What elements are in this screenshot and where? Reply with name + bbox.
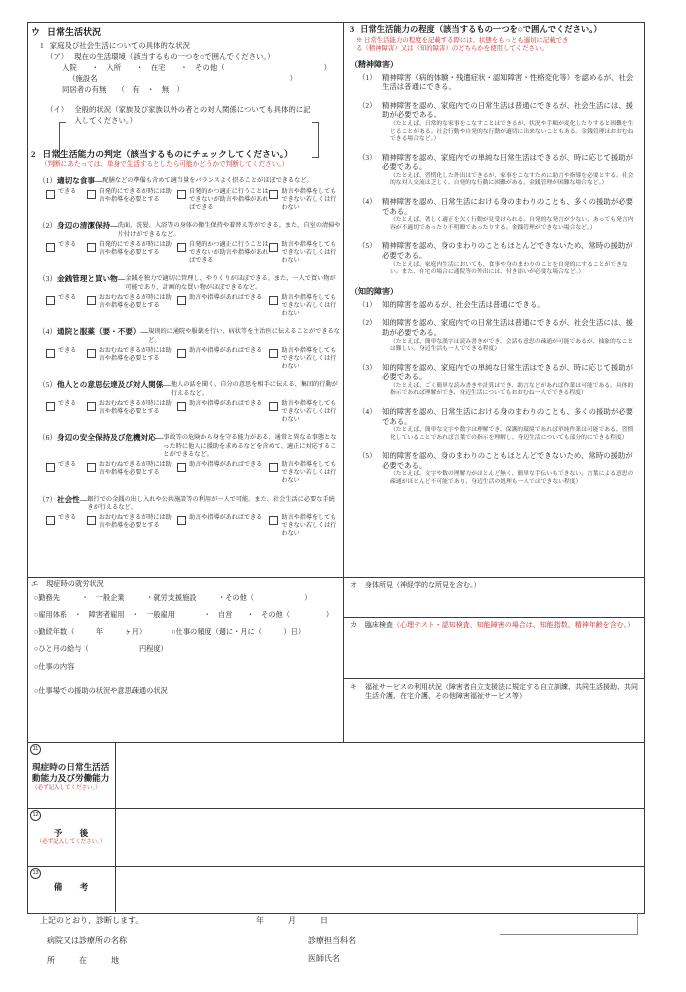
level-number: 3: [350, 25, 355, 34]
option-label: できる: [58, 400, 77, 407]
item-5-option-1[interactable]: [46, 401, 87, 425]
divider-clinical-welfare: [343, 678, 644, 679]
section-welfare-services[interactable]: [350, 683, 638, 702]
mental-3-text: 精神障害を認め、家庭内での単純な日常生活はできるが、時に応じて援助が必要である。: [382, 152, 633, 172]
option-label: できる: [58, 294, 77, 301]
intellect-level-5[interactable]: [350, 451, 638, 486]
checkbox[interactable]: [46, 402, 55, 411]
intellect-5-number: （5）: [358, 451, 377, 461]
checkbox[interactable]: [46, 516, 55, 525]
item-4-number: （4）: [38, 327, 57, 337]
item-6-option-3[interactable]: [177, 462, 269, 486]
section-daily-life-status: [31, 26, 339, 126]
checkbox[interactable]: [269, 190, 278, 199]
label-cell-13: [28, 866, 114, 912]
checkbox[interactable]: [269, 349, 278, 358]
item-7-option-2[interactable]: [87, 515, 177, 539]
item-2-desc: 洗面、洗髪、入浴等の身体の衛生保持や着替え等ができる。また、自室の清掃や片付けができるなど。: [117, 222, 341, 238]
checkbox[interactable]: [46, 190, 55, 199]
checkbox[interactable]: [87, 463, 96, 472]
option-label: できる: [58, 515, 77, 522]
label-prognosis: 予 後: [53, 828, 89, 838]
intellect-2-text: 知的障害を認め、家庭内での日常生活は普通にできるが、社会生活には、援助が必要である。: [382, 318, 633, 337]
option-label: できる: [58, 188, 77, 195]
employment-workplace-line[interactable]: ○勤務先 ・ 一般企業 ・就労支援施設 ・その他（ ）: [34, 593, 312, 602]
env-options-line[interactable]: [31, 62, 339, 73]
item-1-desc: 配膳などの準備も含めて適当量をバランスよく摂ることがほぼできるなど。: [102, 177, 313, 185]
item-3-option-4[interactable]: [269, 295, 341, 319]
item-6-option-2[interactable]: [87, 462, 177, 486]
intellect-3-example: （たとえば、ごく簡単な読み書きや計算はでき、助言などがあれば作業は可能である。具体的指示であれば理解ができ、身辺生活についてもおおむね一人でできる程度）: [390, 382, 634, 397]
env-text: 現在の生活環境（該当するもの一つを○で囲んでください。）: [74, 51, 275, 61]
item-1-option-2[interactable]: [87, 189, 177, 213]
clinical-kana: カ: [350, 621, 357, 629]
checkbox[interactable]: [46, 243, 55, 252]
divider-work-top: [27, 577, 644, 578]
item-4-option-1[interactable]: [46, 348, 87, 372]
item-6-desc: 事故等の危険から身を守る能力がある、通常と異なる事態となった時に他人に援助を求めるなどを含めて、適正に対応することができるなど。: [163, 434, 337, 458]
address-label[interactable]: 所 在 地: [47, 956, 119, 965]
clinical-note: （心理テスト・認知検査、知能障害の場合は、知能指数、精神年齢を含む。）: [393, 621, 635, 629]
mental-5-example: （たとえば、家庭内生活においても、食事や身のまわりのことを自発的にすることができない。また、在宅の場合に通院等の外出には、付き添いが必要な場合など。）: [390, 261, 628, 276]
department-label[interactable]: 診療担当科名: [308, 936, 356, 945]
intellect-4-text: 知的障害を認め、日常生活における身のまわりのことも、多くの援助が必要である。: [382, 406, 633, 426]
mental-2-text: 精神障害を認め、家庭内での日常生活は普通にできるが、社会生活には、援助が必要である。: [382, 100, 633, 120]
item-7-option-3[interactable]: [177, 515, 269, 539]
label-cell-11: [28, 742, 114, 808]
item-4-title: 通院と服薬（要・不要）―: [56, 327, 149, 337]
item-3-option-2[interactable]: [87, 295, 177, 319]
item-6-options: [31, 462, 341, 486]
section-u-kana: ウ: [31, 27, 41, 37]
mental-1-number: （1）: [358, 72, 377, 82]
option-label: できる: [58, 462, 77, 469]
section-clinical-tests[interactable]: [350, 621, 638, 630]
item-2-options: [31, 242, 341, 266]
checkbox[interactable]: [177, 243, 186, 252]
item-4-option-2[interactable]: [87, 348, 177, 372]
intellect-3-number: （3）: [358, 362, 377, 372]
item-2-option-2[interactable]: [87, 242, 177, 266]
judgment-item-3: [31, 274, 341, 318]
input-area-current-capability[interactable]: [116, 742, 643, 808]
checkbox[interactable]: [177, 296, 186, 305]
item-7-number: （7）: [38, 494, 57, 504]
facility-close-paren: ）: [289, 73, 297, 83]
option-label: 自発的にできるが時には助言や指導を必要とする: [98, 241, 172, 256]
item-5-options: [31, 401, 341, 425]
item-2-number: （2）: [38, 221, 57, 231]
env-options[interactable]: 入院 ・ 入所 ・ 在宅 ・ その他（: [62, 62, 225, 72]
hospital-name-label[interactable]: 病院又は診療所の名称: [47, 936, 127, 945]
checkbox[interactable]: [177, 402, 186, 411]
item-7-option-4[interactable]: [269, 515, 341, 539]
checkbox[interactable]: [87, 243, 96, 252]
item-4-options: [31, 348, 341, 372]
employment-support-line[interactable]: ○仕事場での援助の状況や意思疎通の状況: [34, 687, 168, 696]
item-3-desc: 金銭を独力で適切に管理し、やりくりがほぼできる。また、一人で買い物が可能であり、計画的な買い物がほぼできるなど。: [125, 275, 336, 291]
checkbox[interactable]: [46, 349, 55, 358]
checkbox[interactable]: [269, 243, 278, 252]
item-4-option-4[interactable]: [269, 348, 341, 372]
employment-title: 現症時の就労状況: [46, 580, 104, 588]
welfare-kana: キ: [350, 683, 357, 691]
sub1-number: 1: [40, 40, 44, 50]
intellect-2-example: （たとえば、簡単な漢字は読み書きができ、会話も意思の疎通が可能であるが、抽象的なことは難しい。身辺生活も一人でできる程度）: [390, 338, 634, 353]
checkbox[interactable]: [46, 296, 55, 305]
item-6-title: 身辺の安全保持及び危機対応―: [56, 433, 164, 443]
option-label: おおむねできるが時には助言や指導を必要とする: [98, 462, 172, 477]
item-4-desc: 規則的に通院や服薬を行い、病状等を主治医に伝えることができるなど。: [148, 328, 340, 344]
intellect-1-number: （1）: [358, 299, 377, 309]
item-1-options: [31, 189, 341, 213]
option-label: できる: [58, 241, 77, 248]
item-1-number: （1）: [38, 176, 57, 186]
item-3-option-1[interactable]: [46, 295, 87, 319]
intellect-level-1[interactable]: [350, 300, 638, 310]
option-label: 助言や指導があればできる: [189, 400, 263, 407]
checkbox[interactable]: [269, 516, 278, 525]
circled-number-13: 13: [30, 868, 41, 879]
item-5-option-2[interactable]: [87, 401, 177, 425]
item-3-option-3[interactable]: [177, 295, 269, 319]
item-2-option-3[interactable]: [177, 242, 269, 266]
option-label: おおむねできるが時には助言や指導を必要とする: [98, 294, 172, 309]
item-3-options: [31, 295, 341, 319]
judgment-item-5: [31, 380, 341, 424]
item-2-option-4[interactable]: [269, 242, 341, 266]
general-status-text: 全般的状況（家族及び家族以外の者との対人関係についても具体的に記入してください。）: [74, 105, 311, 126]
section-physical-findings[interactable]: [350, 581, 638, 590]
item-2-option-1[interactable]: [46, 242, 87, 266]
section-daily-ability-judgment: [31, 149, 341, 548]
label-current-capability: 現症時の日常生活活動能力及び労働能力: [32, 762, 110, 783]
option-label: 助言や指導をしてもできない若しくは行わない: [281, 400, 337, 423]
option-label: 自発的にできるが時には助言や指導を必要とする: [98, 188, 172, 203]
checkbox[interactable]: [87, 402, 96, 411]
option-label: 助言や指導があればできる: [189, 462, 263, 469]
item-1-option-1[interactable]: [46, 189, 87, 213]
facility-label: （施設名: [68, 73, 98, 83]
item-5-number: （5）: [38, 380, 57, 390]
option-label: おおむねできるが時には助言や指導を必要とする: [98, 347, 172, 362]
checkbox[interactable]: [269, 463, 278, 472]
section-daily-ability-level: [350, 25, 638, 496]
employment-type-line[interactable]: ○雇用体系 ・ 障害者雇用 ・ 一般雇用 ・ 自営 ・ その他（ ）: [34, 610, 334, 619]
mental-3-example: （たとえば、習慣化した外出はできるが、家事をこなすために助言や指導を必要とする。社会的な対人交流は乏しく、自発的な行動に困難がある。金銭管理が困難な場合など。）: [390, 172, 634, 187]
option-label: 自発的かつ適正に行うことはできないが助言や指導があればできる: [189, 241, 269, 264]
option-label: 助言や指導をしてもできない若しくは行わない: [281, 188, 337, 211]
item-1-option-4[interactable]: [269, 189, 341, 213]
option-label: 助言や指導をしてもできない若しくは行わない: [281, 515, 337, 538]
intellect-level-2[interactable]: [350, 318, 638, 353]
input-area-prognosis[interactable]: [116, 808, 643, 866]
checkbox[interactable]: [177, 349, 186, 358]
item-7-title: 社会性―: [56, 494, 88, 504]
circled-number-12: 12: [30, 810, 41, 821]
intellect-5-example: （たとえば、文字や数の理解力がほとんど無く、簡単な手伝いもできない。言葉による意思の疎通がほとんど不可能であり、身辺生活の処理も一人ではできない程度）: [390, 471, 634, 485]
mental-2-number: （2）: [358, 100, 377, 110]
note-required-11: （必ず記入してください。）: [32, 785, 101, 792]
judgment-item-6: [31, 433, 341, 486]
judgment-title: 日常生活能力の判定（該当するものにチェックしてください。）: [42, 149, 293, 159]
mental-level-2[interactable]: [350, 101, 638, 144]
env-line: [31, 51, 339, 62]
input-area-remarks[interactable]: [116, 866, 643, 912]
judgment-number: 2: [31, 149, 36, 159]
judgment-item-1: [31, 176, 341, 213]
intellect-1-text: 知的障害を認めるが、社会生活は普通にできる。: [382, 299, 545, 309]
item-4-option-3[interactable]: [177, 348, 269, 372]
option-label: おおむねできるが時には助言や指導を必要とする: [98, 400, 172, 415]
judgment-item-4: [31, 327, 341, 371]
judgment-item-7: [31, 495, 341, 539]
option-label: 助言や指導をしてもできない若しくは行わない: [281, 241, 337, 264]
checkbox[interactable]: [87, 190, 96, 199]
env-label: （ア）: [46, 51, 69, 61]
clinical-title: 臨床検査: [365, 621, 393, 629]
facility-line[interactable]: [31, 73, 339, 84]
item-3-title: 金銭管理と買い物―: [56, 274, 126, 284]
mental-level-1[interactable]: [350, 73, 638, 92]
checkbox[interactable]: [87, 516, 96, 525]
checkbox[interactable]: [87, 296, 96, 305]
mental-4-text: 精神障害を認め、日常生活における身のまわりのことも、多くの援助が必要である。: [382, 197, 633, 216]
mental-4-example: （たとえば、著しく適正を欠く行動が見受けられる。自発的な発言が少ない、あっても発言内容が不適切であったり不明瞭であったりする。金銭管理ができない場合など。）: [390, 217, 634, 231]
cohabitant-line[interactable]: 同居者の有無 （ 有 ・ 無 ）: [62, 84, 184, 94]
intellect-level-3[interactable]: [350, 363, 638, 398]
employment-job-content-line[interactable]: ○仕事の内容: [34, 662, 75, 671]
option-label: 助言や指導があればできる: [189, 347, 263, 354]
general-status-label: （イ）: [46, 105, 69, 115]
item-3-number: （3）: [38, 274, 57, 284]
item-7-options: [31, 515, 341, 539]
option-label: 助言や指導をしてもできない若しくは行わない: [281, 462, 337, 485]
intellectual-disability-header: （知的障害）: [350, 286, 398, 296]
section-u-heading: 日常生活状況: [47, 27, 102, 37]
level-title: 日常生活能力の程度（該当するもの一つを○で囲んでください。）: [360, 25, 602, 34]
employment-years-frequency-line[interactable]: ○勤続年数（ 年 ヶ月） ○仕事の頻度（週に・月に（ ）日）: [34, 628, 306, 637]
option-label: 助言や指導があればできる: [189, 294, 263, 301]
circled-number-11: 11: [30, 744, 41, 755]
declaration-text: 上記のとおり、診断します。: [40, 916, 144, 925]
judgment-note: （判断にあたっては、単身で生活するとしたら可能かどうかで判断してください。）: [41, 160, 289, 168]
checkbox[interactable]: [87, 349, 96, 358]
item-5-desc: 他人の話を聞く、自分の意思を相手に伝える、集団的行動が行えるなど。: [170, 381, 338, 397]
physical-title: 身体所見（神経学的な所見を含む。）: [365, 581, 481, 589]
item-5-title: 他人との意思伝達及び対人関係―: [56, 380, 171, 390]
option-label: 助言や指導をしてもできない若しくは行わない: [281, 294, 337, 317]
section-u-title: [31, 26, 339, 40]
sub1-line: [31, 40, 339, 51]
intellect-4-number: （4）: [358, 406, 377, 416]
physical-kana: オ: [350, 581, 357, 589]
label-cell-12: [28, 808, 114, 866]
mental-level-5[interactable]: [350, 241, 638, 276]
sub1-text: 家庭及び社会生活についての具体的な状況: [49, 40, 190, 50]
item-1-title: 適切な食事―: [56, 176, 103, 186]
mental-1-text: 精神障害（病的体験・残遺症状・認知障害・性格変化等）を認めるが、社会生活は普通にできる。: [382, 72, 634, 92]
employment-salary-line[interactable]: ○ひと月の給与（ 円程度）: [34, 645, 168, 654]
item-5-option-3[interactable]: [177, 401, 269, 425]
employment-heading: [31, 580, 339, 590]
item-1-option-3[interactable]: [177, 189, 269, 213]
stamp-box: [500, 913, 638, 935]
checkbox[interactable]: [46, 463, 55, 472]
option-label: 助言や指導をしてもできない若しくは行わない: [281, 347, 337, 370]
level-heading: [350, 25, 638, 35]
note-required-12: （必ず記入してください。）: [36, 838, 106, 845]
mental-5-number: （5）: [358, 241, 377, 251]
intellect-level-4[interactable]: [350, 407, 638, 442]
checkbox[interactable]: [269, 402, 278, 411]
item-6-option-1[interactable]: [46, 462, 87, 486]
mental-level-3[interactable]: [350, 153, 638, 188]
env-options-close-paren: ）: [323, 62, 331, 72]
employment-kana: エ: [31, 580, 39, 588]
mental-5-text: 精神障害を認め、身のまわりのこともほとんどできないため、常時の援助が必要である。: [382, 241, 633, 260]
mental-3-number: （3）: [358, 152, 377, 162]
checkbox[interactable]: [177, 516, 186, 525]
judgment-item-2: [31, 221, 341, 265]
doctor-name-label[interactable]: 医師氏名: [308, 954, 340, 963]
mental-4-number: （4）: [358, 197, 377, 207]
label-remarks: 備 考: [53, 882, 89, 892]
option-label: できる: [58, 347, 77, 354]
judgment-heading: [31, 149, 341, 160]
mental-level-4[interactable]: [350, 197, 638, 232]
mental-disorder-header: （精神障害）: [350, 59, 398, 69]
checkbox[interactable]: [177, 463, 186, 472]
welfare-title: 福祉サービスの利用状況（障害者自立支援法に規定する自立訓練、共同生活援助、共同生活介護、在宅介護、その他障害福祉サービス等）: [365, 683, 638, 701]
option-label: 助言や指導があればできる: [189, 515, 263, 522]
option-label: おおむねできるが時には助言や指導を必要とする: [98, 515, 172, 530]
intellect-4-example: （たとえば、簡単な文字や数字は理解でき、保護的環境であれば単純作業は可能である。習慣化していることであれば言葉での指示を理解し、身辺生活についても部分的にできる程度）: [390, 427, 634, 441]
item-6-option-4[interactable]: [269, 462, 341, 486]
item-6-number: （6）: [38, 433, 57, 443]
checkbox[interactable]: [269, 296, 278, 305]
mental-2-example: （たとえば、日常的な家事をこなすことはできるが、状況や手順が変化したりすると困難を生じることがある。社会行動や自発的な行動が適切に出来ないこともある。金銭管理はおおむねできる場合など。）: [390, 121, 634, 143]
option-label: 自発的かつ適正に行うことはできないが助言や指導があればできる: [189, 188, 269, 211]
intellect-3-text: 知的障害を認め、家庭内での単純な日常生活はできるが、時に応じて援助が必要である。: [382, 362, 633, 382]
item-7-desc: 銀行での金銭の出し入れや公共施設等の利用が一人で可能。また、社会生活に必要な手続きが行えるなど。: [87, 495, 335, 511]
section-employment-status: [31, 580, 339, 705]
divider-physical-clinical: [343, 617, 644, 618]
checkbox[interactable]: [177, 190, 186, 199]
item-7-option-1[interactable]: [46, 515, 87, 539]
column-divider: [343, 22, 344, 742]
intellect-5-text: 知的障害を認め、身のまわりのこともほとんどできないため、常時の援助が必要である。: [382, 451, 633, 470]
level-note: ※ 日常生活能力の程度を記載する際には、状態をもっとも適切に記載できる（精神障害）又は（知的障害）のどちらかを使用してください。: [356, 36, 569, 53]
item-2-title: 身辺の清潔保持―: [56, 221, 118, 231]
date-line[interactable]: 年 月 日: [256, 916, 328, 925]
intellect-2-number: （2）: [358, 318, 377, 328]
item-5-option-4[interactable]: [269, 401, 341, 425]
